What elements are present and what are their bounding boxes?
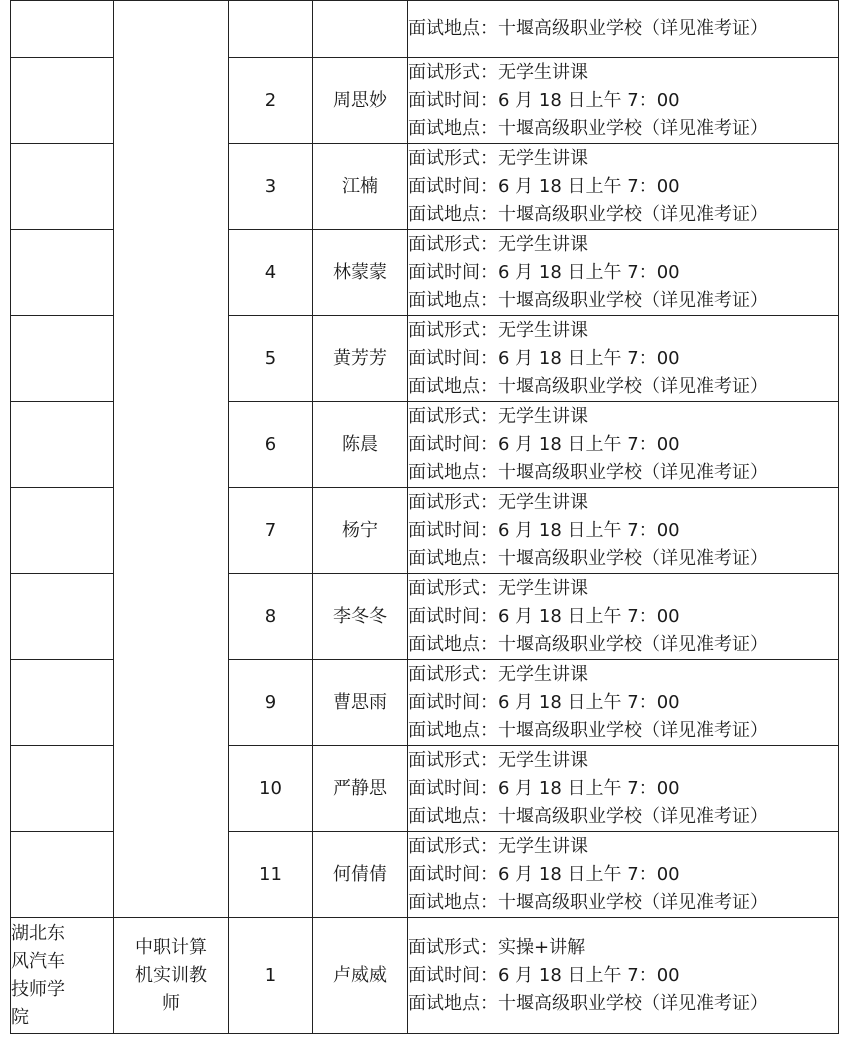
number-cell: 1 [229, 918, 313, 1034]
detail-time: 面试时间：6 月 18 日上午 7：00 [408, 863, 680, 885]
name-cell: 李冬冬 [313, 574, 408, 660]
unit-line: 院 [11, 1006, 29, 1028]
detail-cell [408, 574, 839, 660]
unit-cell [11, 488, 114, 574]
unit-cell [11, 1, 114, 58]
detail-location: 面试地点：十堰高级职业学校（详见准考证） [408, 203, 768, 225]
detail-format: 面试形式：实操+讲解 [408, 936, 586, 958]
detail-time: 面试时间：6 月 18 日上午 7：00 [408, 347, 680, 369]
table-row [11, 918, 839, 1034]
unit-cell [11, 58, 114, 144]
detail-location: 面试地点：十堰高级职业学校（详见准考证） [408, 18, 768, 39]
number-cell: 5 [229, 316, 313, 402]
detail-cell [408, 1, 839, 58]
unit-cell [11, 316, 114, 402]
unit-cell [11, 746, 114, 832]
detail-location: 面试地点：十堰高级职业学校（详见准考证） [408, 891, 768, 913]
detail-cell [408, 402, 839, 488]
detail-format: 面试形式：无学生讲课 [408, 233, 588, 255]
detail-location: 面试地点：十堰高级职业学校（详见准考证） [408, 633, 768, 655]
detail-format: 面试形式：无学生讲课 [408, 749, 588, 771]
detail-cell [408, 230, 839, 316]
number-cell: 2 [229, 58, 313, 144]
detail-location: 面试地点：十堰高级职业学校（详见准考证） [408, 547, 768, 569]
name-cell: 周思妙 [313, 58, 408, 144]
post-line: 师 [162, 992, 180, 1014]
name-cell: 曹思雨 [313, 660, 408, 746]
number-cell: 6 [229, 402, 313, 488]
unit-cell [11, 402, 114, 488]
detail-time: 面试时间：6 月 18 日上午 7：00 [408, 261, 680, 283]
detail-cell [408, 918, 839, 1034]
interview-schedule-table [10, 0, 839, 1034]
detail-time: 面试时间：6 月 18 日上午 7：00 [408, 175, 680, 197]
detail-time: 面试时间：6 月 18 日上午 7：00 [408, 519, 680, 541]
detail-cell [408, 316, 839, 402]
post-cell-merged [114, 1, 229, 918]
detail-cell [408, 660, 839, 746]
name-cell: 黄芳芳 [313, 316, 408, 402]
detail-format: 面试形式：无学生讲课 [408, 147, 588, 169]
number-cell: 8 [229, 574, 313, 660]
unit-cell [11, 230, 114, 316]
detail-time: 面试时间：6 月 18 日上午 7：00 [408, 89, 680, 111]
detail-location: 面试地点：十堰高级职业学校（详见准考证） [408, 992, 768, 1014]
detail-format: 面试形式：无学生讲课 [408, 405, 588, 427]
detail-location: 面试地点：十堰高级职业学校（详见准考证） [408, 461, 768, 483]
detail-format: 面试形式：无学生讲课 [408, 319, 588, 341]
number-cell: 9 [229, 660, 313, 746]
detail-location: 面试地点：十堰高级职业学校（详见准考证） [408, 289, 768, 311]
unit-cell [11, 832, 114, 918]
detail-format: 面试形式：无学生讲课 [408, 491, 588, 513]
detail-cell [408, 488, 839, 574]
number-cell: 3 [229, 144, 313, 230]
unit-line: 湖北东 [11, 922, 65, 944]
detail-time: 面试时间：6 月 18 日上午 7：00 [408, 433, 680, 455]
detail-location: 面试地点：十堰高级职业学校（详见准考证） [408, 117, 768, 139]
name-cell [313, 1, 408, 58]
detail-cell [408, 144, 839, 230]
unit-line: 风汽车 [11, 950, 65, 972]
unit-cell [11, 918, 114, 1034]
detail-location: 面试地点：十堰高级职业学校（详见准考证） [408, 719, 768, 741]
name-cell: 杨宁 [313, 488, 408, 574]
name-cell: 江楠 [313, 144, 408, 230]
detail-time: 面试时间：6 月 18 日上午 7：00 [408, 777, 680, 799]
number-cell [229, 1, 313, 58]
unit-line: 技师学 [11, 978, 65, 1000]
detail-cell [408, 58, 839, 144]
detail-format: 面试形式：无学生讲课 [408, 835, 588, 857]
unit-cell [11, 574, 114, 660]
detail-location: 面试地点：十堰高级职业学校（详见准考证） [408, 805, 768, 827]
name-cell: 严静思 [313, 746, 408, 832]
detail-format: 面试形式：无学生讲课 [408, 61, 588, 83]
table-row [11, 1, 839, 58]
unit-cell [11, 144, 114, 230]
detail-time: 面试时间：6 月 18 日上午 7：00 [408, 605, 680, 627]
number-cell: 7 [229, 488, 313, 574]
number-cell: 4 [229, 230, 313, 316]
detail-cell [408, 832, 839, 918]
detail-cell [408, 746, 839, 832]
post-line: 中职计算 [135, 936, 207, 958]
post-cell [114, 918, 229, 1034]
detail-time: 面试时间：6 月 18 日上午 7：00 [408, 691, 680, 713]
number-cell: 10 [229, 746, 313, 832]
detail-location: 面试地点：十堰高级职业学校（详见准考证） [408, 375, 768, 397]
unit-cell [11, 660, 114, 746]
post-line: 机实训教 [135, 964, 207, 986]
name-cell: 卢威威 [313, 918, 408, 1034]
name-cell: 陈晨 [313, 402, 408, 488]
number-cell: 11 [229, 832, 313, 918]
detail-time: 面试时间：6 月 18 日上午 7：00 [408, 964, 680, 986]
detail-format: 面试形式：无学生讲课 [408, 663, 588, 685]
detail-format: 面试形式：无学生讲课 [408, 577, 588, 599]
name-cell: 林蒙蒙 [313, 230, 408, 316]
name-cell: 何倩倩 [313, 832, 408, 918]
